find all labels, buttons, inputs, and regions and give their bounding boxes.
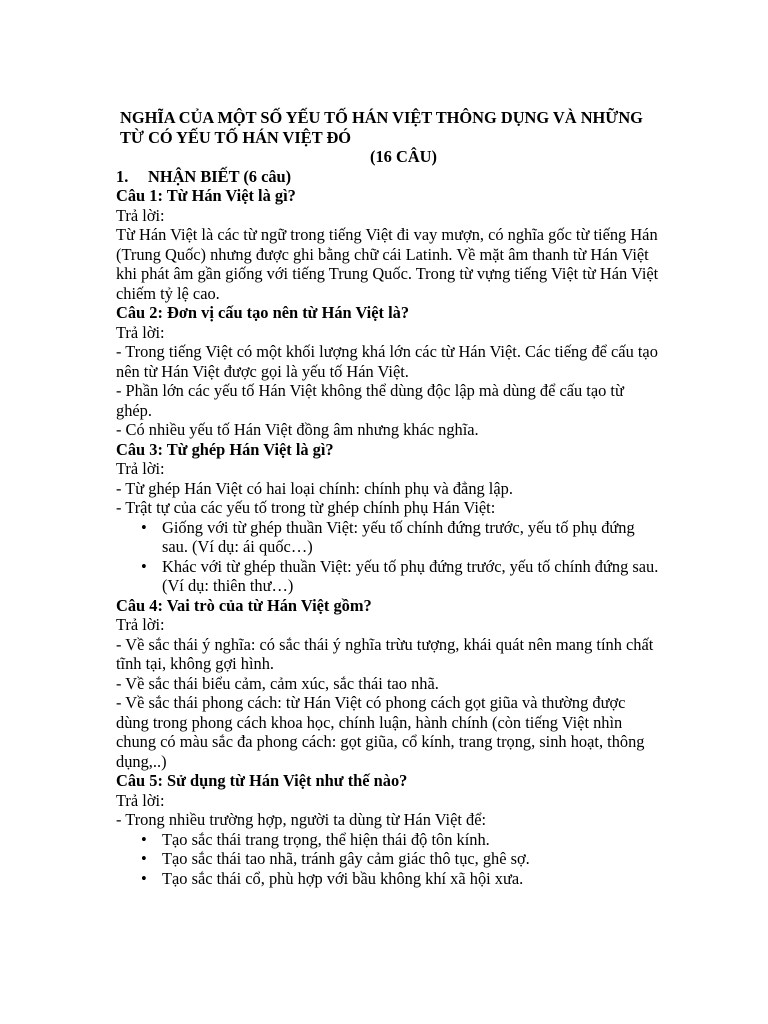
document-title: NGHĨA CỦA MỘT SỐ YẾU TỐ HÁN VIỆT THÔNG DỤNG VÀ NHỮNG TỪ CÓ YẾU TỐ HÁN VIỆT ĐÓ (120, 108, 643, 147)
question-4: Câu 4: Vai trò của từ Hán Việt gồm? (116, 595, 372, 615)
list-item-text: Tạo sắc thái trang trọng, thể hiện thái độ tôn kính. (162, 829, 490, 849)
answer-2-line: - Có nhiều yếu tố Hán Việt đồng âm nhưng khác nghĩa. (116, 420, 479, 439)
question-5: Câu 5: Sử dụng từ Hán Việt như thế nào? (116, 771, 408, 790)
section-label: NHẬN BIẾT (6 câu) (148, 166, 292, 186)
list-item-text: Khác với từ ghép thuần Việt: yếu tố phụ đứng trước, yếu tố chính đứng sau. (Ví dụ: thiên thư…) (162, 556, 659, 595)
answer-label-5: Trả lời: (116, 790, 165, 810)
answer-label-3: Trả lời: (116, 459, 165, 478)
list-item (116, 518, 661, 557)
answer-1-paragraph: Từ Hán Việt là các từ ngữ trong tiếng Việt đi vay mượn, có nghĩa gốc từ tiếng Hán (Trung Quốc) nhưng được ghi bằng chữ cái Latinh. Về mặt âm thanh từ Hán Việt khi phát âm gần giống với tiếng Trung Quốc. Trong từ vựng tiếng Việt từ Hán Việt chiếm tỷ lệ cao. (116, 225, 659, 303)
answer-label-2: Trả lời: (116, 322, 165, 342)
answer-5-bullet-list (116, 830, 661, 889)
answer-4-line: - Về sắc thái biểu cảm, cảm xúc, sắc thái tao nhã. (116, 673, 439, 693)
answer-3-bullet-list (116, 518, 661, 596)
bullet-icon: • (141, 868, 147, 888)
bullet-icon: • (141, 829, 147, 849)
list-item-text: Giống với từ ghép thuần Việt: yếu tố chính đứng trước, yếu tố phụ đứng sau. (Ví dụ: ái quốc…) (162, 517, 635, 556)
answer-4-line: - Về sắc thái ý nghĩa: có sắc thái ý nghĩa trừu tượng, khái quát nên mang tính chất tĩnh tại, không gợi hình. (116, 634, 654, 673)
section-heading (116, 167, 661, 187)
answer-label-4: Trả lời: (116, 615, 165, 634)
question-2: Câu 2: Đơn vị cấu tạo nên từ Hán Việt là? (116, 303, 410, 322)
list-item (116, 557, 661, 596)
document-page (116, 108, 661, 888)
list-item (116, 869, 661, 889)
section-number: 1. (116, 166, 129, 186)
answer-2-line: - Phần lớn các yếu tố Hán Việt không thể dùng độc lập mà dùng để cấu tạo từ ghép. (116, 381, 624, 420)
document-subtitle: (16 CÂU) (370, 147, 437, 166)
bullet-icon: • (141, 849, 147, 868)
bullet-icon: • (141, 517, 147, 537)
answer-label-1: Trả lời: (116, 205, 165, 225)
question-1: Câu 1: Từ Hán Việt là gì? (116, 186, 296, 205)
answer-3-line: - Từ ghép Hán Việt có hai loại chính: chính phụ và đẳng lập. (116, 478, 513, 498)
list-item (116, 849, 661, 869)
question-3: Câu 3: Từ ghép Hán Việt là gì? (116, 439, 334, 459)
list-item-text: Tạo sắc thái tao nhã, tránh gây cảm giác thô tục, ghê sợ. (162, 849, 530, 868)
answer-3-line: - Trật tự của các yếu tố trong từ ghép chính phụ Hán Việt: (116, 498, 496, 517)
answer-5-line: - Trong nhiều trường hợp, người ta dùng từ Hán Việt để: (116, 810, 487, 829)
bullet-icon: • (141, 556, 147, 576)
answer-4-line: - Về sắc thái phong cách: từ Hán Việt có phong cách gọt giũa và thường được dùng trong phong cách khoa học, chính luận, hành chính (còn tiếng Việt nhìn chung có màu sắc đa phong cách: gọt giũa, cổ kính, trang trọng, sinh hoạt, thông dụng,..) (116, 693, 645, 771)
answer-2-line: - Trong tiếng Việt có một khối lượng khá lớn các từ Hán Việt. Các tiếng để cấu tạo nên từ Hán Việt được gọi là yếu tố Hán Việt. (116, 342, 658, 381)
list-item-text: Tạo sắc thái cổ, phù hợp với bầu không khí xã hội xưa. (162, 868, 524, 888)
list-item (116, 830, 661, 850)
